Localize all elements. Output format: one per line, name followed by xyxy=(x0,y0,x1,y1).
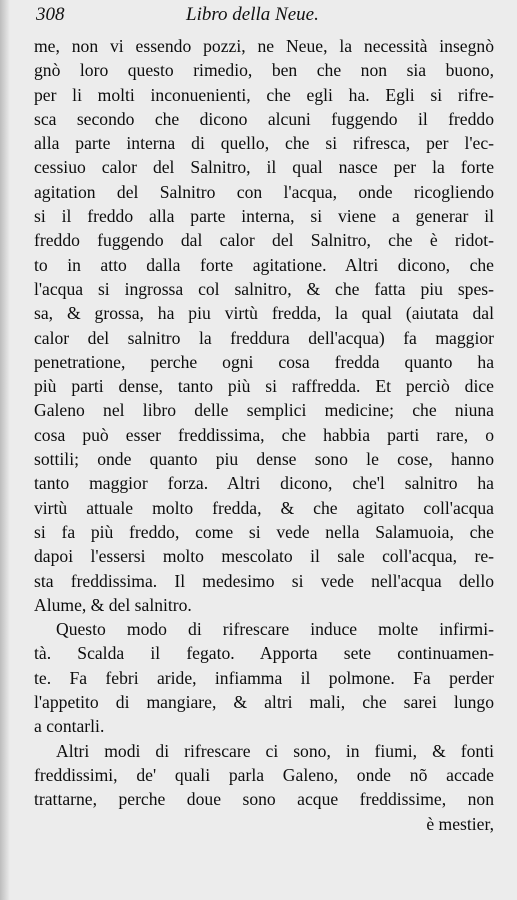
text-line: Alume, & del salnitro. xyxy=(34,594,192,615)
text-line: agitation del Salnitro con l'acqua, onde ricogliendo xyxy=(34,181,494,202)
text-line: l'appetito di mangiare, & altri mali, che sarei lungo xyxy=(34,692,494,713)
text-line: te. Fa febri aride, infiamma il polmone. Fa perder xyxy=(34,667,494,688)
text-line: calor del salnitro la freddura dell'acqua) fa maggior xyxy=(34,327,494,348)
page-number: 308 xyxy=(36,4,65,25)
page-edge-shadow xyxy=(0,0,10,900)
text-line: a contarli. xyxy=(34,716,105,737)
text-line: virtù attuale molto fredda, & che agitato coll'acqua xyxy=(34,497,494,518)
text-line: trattarne, perche doue sono acque freddissime, non xyxy=(34,789,494,810)
text-line: l'acqua si ingrossa col salnitro, & che fatta piu spes- xyxy=(34,278,494,299)
text-line: cosa può esser freddissima, che habbia parti rare, o xyxy=(34,424,494,445)
text-line: gnò loro questo rimedio, ben che non sia buono, xyxy=(34,60,494,81)
body-text xyxy=(34,34,494,836)
text-line: sta freddissima. Il medesimo si vede nell'acqua dello xyxy=(34,570,494,591)
text-line: to in atto dalla forte agitatione. Altri dicono, che xyxy=(34,254,494,275)
text-line: sottili; onde quanto piu dense sono le cose, hanno xyxy=(34,449,494,470)
text-line: penetratione, perche ogni cosa fredda quanto ha xyxy=(34,351,494,372)
text-line: me, non vi essendo pozzi, ne Neue, la necessità insegnò xyxy=(34,36,494,56)
text-line: Questo modo di rifrescare induce molte infirmi- xyxy=(56,619,494,640)
text-line: tà. Scalda il fegato. Apporta sete continuamen- xyxy=(34,643,494,664)
text-line: cessiuo calor del Salnitro, il qual nasce per la forte xyxy=(34,157,494,178)
text-line: sa, & grossa, ha piu virtù fredda, la qual (aiutata dal xyxy=(34,303,494,324)
text-line: più parti dense, tanto più si raffredda. Et perciò dice xyxy=(34,376,494,397)
text-line: freddo fuggendo dal calor del Salnitro, che è ridot- xyxy=(34,230,494,251)
text-line: dapoi l'essersi molto mescolato il sale coll'acqua, re- xyxy=(34,546,494,567)
text-line: freddissimi, de' quali parla Galeno, onde nõ accade xyxy=(34,764,494,785)
text-line: Galeno nel libro delle semplici medicine; che niuna xyxy=(34,400,494,421)
text-line: si il freddo alla parte interna, si viene a generar il xyxy=(34,206,494,227)
page-header xyxy=(36,4,486,28)
text-line: si fa più freddo, come si vede nella Salamuoia, che xyxy=(34,521,494,542)
text-line: tanto maggior forza. Altri dicono, che'l salnitro ha xyxy=(34,473,494,494)
text-line: è mestier, xyxy=(426,813,494,834)
running-title: Libro della Neue. xyxy=(186,4,319,25)
text-line: Altri modi di rifrescare ci sono, in fiumi, & fonti xyxy=(56,740,494,761)
text-line: per li molti inconuenienti, che egli ha. Egli si rifre- xyxy=(34,84,494,105)
text-line: alla parte interna di quello, che si rifresca, per l'ec- xyxy=(34,133,494,154)
text-line: sca secondo che dicono alcuni fuggendo il freddo xyxy=(34,108,494,129)
